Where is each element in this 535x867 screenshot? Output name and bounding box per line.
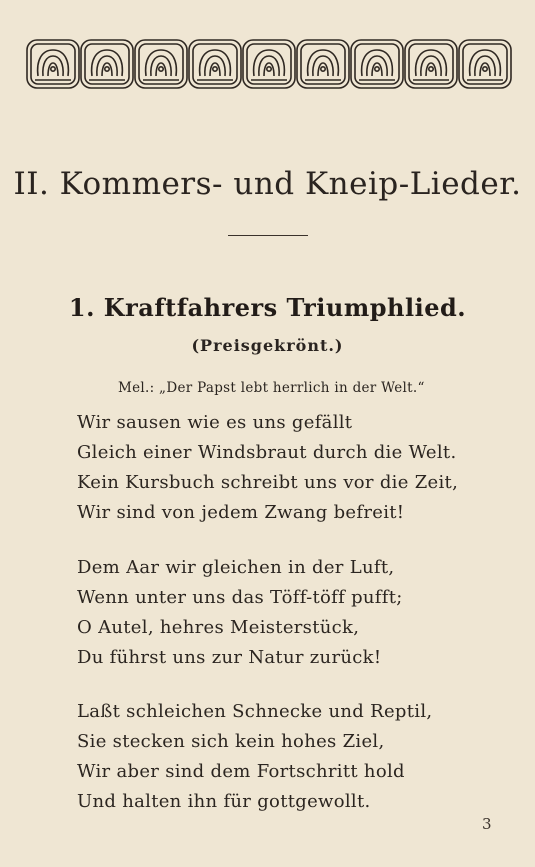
song-title: 1. Kraftfahrers Triumphlied. [68,293,467,322]
section-title: II. Kommers- und Kneip-Lieder. [13,166,522,202]
verse-line: Du führst uns zur Natur zurück! [77,647,382,668]
verse-line: Wir aber sind dem Fortschritt hold [77,761,405,782]
verse-line: Gleich einer Windsbraut durch die Welt. [77,442,457,463]
verse-line: Kein Kursbuch schreibt uns vor die Zeit, [77,472,459,493]
verse-line: Wenn unter uns das Töff-töff pufft; [77,587,403,608]
verse-line: Und halten ihn für gottgewollt. [77,791,371,812]
verse-line: O Autel, hehres Meisterstück, [77,617,360,638]
verse-line: Wir sind von jedem Zwang befreit! [77,502,405,523]
stanza-2 [77,553,403,673]
art-nouveau-border-ornament-icon [26,38,512,90]
verse-line: Laßt schleichen Schnecke und Reptil, [77,701,433,722]
page-number: 3 [482,815,492,833]
divider-rule [228,235,308,236]
song-subtitle: (Preisgekrönt.) [191,336,344,355]
stanza-1 [77,408,458,528]
melody-note: Mel.: „Der Papst lebt herrlich in der Welt.“ [118,380,425,396]
verse-line: Sie stecken sich kein hohes Ziel, [77,731,385,752]
verse-line: Dem Aar wir gleichen in der Luft, [77,557,395,578]
verse-line: Wir sausen wie es uns gefällt [77,412,353,433]
stanza-3 [77,697,432,817]
